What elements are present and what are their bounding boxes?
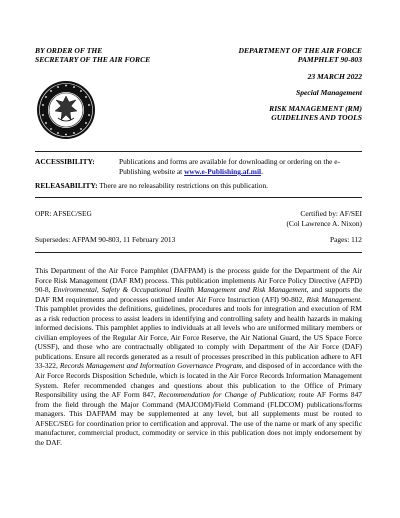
certifier-name: (Col Lawrence A. Nixon) — [286, 219, 362, 228]
supersedes-line: Supersedes: AFPAM 90-803, 11 February 2013 — [35, 235, 176, 244]
page-count: Pages: 112 — [330, 235, 362, 244]
divider — [35, 252, 362, 253]
accessibility-statement — [35, 157, 362, 177]
releasability-label: RELEASABILITY: — [35, 181, 98, 190]
accessibility-label: ACCESSIBILITY: — [35, 157, 95, 166]
releasability-text: There are no releasability restrictions on this publication. — [99, 181, 268, 190]
department-of-the-air-force-seal-icon — [36, 80, 96, 140]
accessibility-text-end: . — [261, 167, 263, 176]
order-line-2: SECRETARY OF THE AIR FORCE — [35, 55, 151, 64]
accessibility-text: Publications and forms are available for downloading or ordering on the e-Publishing website at — [119, 157, 341, 176]
publication-title-1: RISK MANAGEMENT (RM) — [269, 104, 362, 113]
order-block — [35, 46, 150, 64]
department-line: DEPARTMENT OF THE AIR FORCE — [238, 46, 362, 55]
summary-ref-title: Risk Management. — [306, 294, 362, 304]
summary-text: and disposed of in accordance with the Air Force Records Disposition Schedule, which is located in the Air Force Records Information Management System. Refer recommended changes and questions about this publication to the Office of Primary Responsibility using the AF Form 847, — [35, 361, 363, 400]
summary-text: This Department of the Air Force Pamphlet (DAFPAM) is the process guide for the Department of the Air Force Risk Management (DAF RM) process. This publication implements Air Force Policy Directive (AFPD) 90-8, — [35, 266, 362, 295]
order-line-1: BY ORDER OF THE — [35, 46, 103, 55]
summary-text: and supports the DAF RM requirements and processes outlined under Air Force Instruction (AFI) 90-802, — [35, 285, 362, 304]
opr-line: OPR: AFSEC/SEG — [35, 209, 92, 218]
certification-block — [286, 209, 362, 229]
summary-ref-title: Environmental, Safety & Occupational Health Management and Risk Management, — [53, 285, 309, 295]
releasability-statement — [35, 181, 362, 191]
publication-title-2: GUIDELINES AND TOOLS — [271, 113, 362, 122]
publication-date: 23 MARCH 2022 — [307, 72, 362, 81]
e-publishing-link[interactable]: www.e-Publishing.af.mil — [184, 167, 262, 176]
summary-text: ; route AF Forms 847 from the field through the Major Command (MAJCOM)/Field Command (FLDCOM) publications/forms managers. This DAFPAM may be supplemented at any level, but all supplements must be routed to AFSEC/SEG for coordination prior to certification and approval. The use of the name or mark of any specific manufacturer, commercial product, commodity or service in this publication does not imply endorsement by the DAF. — [35, 390, 362, 447]
summary-text: This pamphlet provides the definitions, guidelines, procedures and tools for integration and execution of RM as a risk reduction process to assist leaders in identifying and controlling safety and health hazards in making informed decisions. This pamphlet applies to individuals at all levels who are uniformed military members or civilian employees of the Regular Air Force, Air Force Reserve, the Air National Guard, the US Space Force (USSF), and those who are contractually obligated to comply with Department of the Air Force (DAF) publications. Ensure all records generated as a result of processes prescribed in this publication adhere to AFI 33-322, — [35, 304, 362, 371]
certified-by: Certified by: AF/SEI — [300, 209, 362, 218]
divider — [35, 197, 362, 198]
summary-paragraph — [35, 266, 362, 447]
publication-block — [239, 46, 363, 122]
summary-ref-title: Recommendation for Change of Publication — [158, 390, 294, 400]
divider — [35, 151, 362, 152]
publication-category: Special Management — [295, 88, 362, 97]
summary-ref-title: Records Management and Information Governance Program, — [59, 361, 244, 371]
pamphlet-number: PAMPHLET 90-803 — [297, 55, 362, 64]
